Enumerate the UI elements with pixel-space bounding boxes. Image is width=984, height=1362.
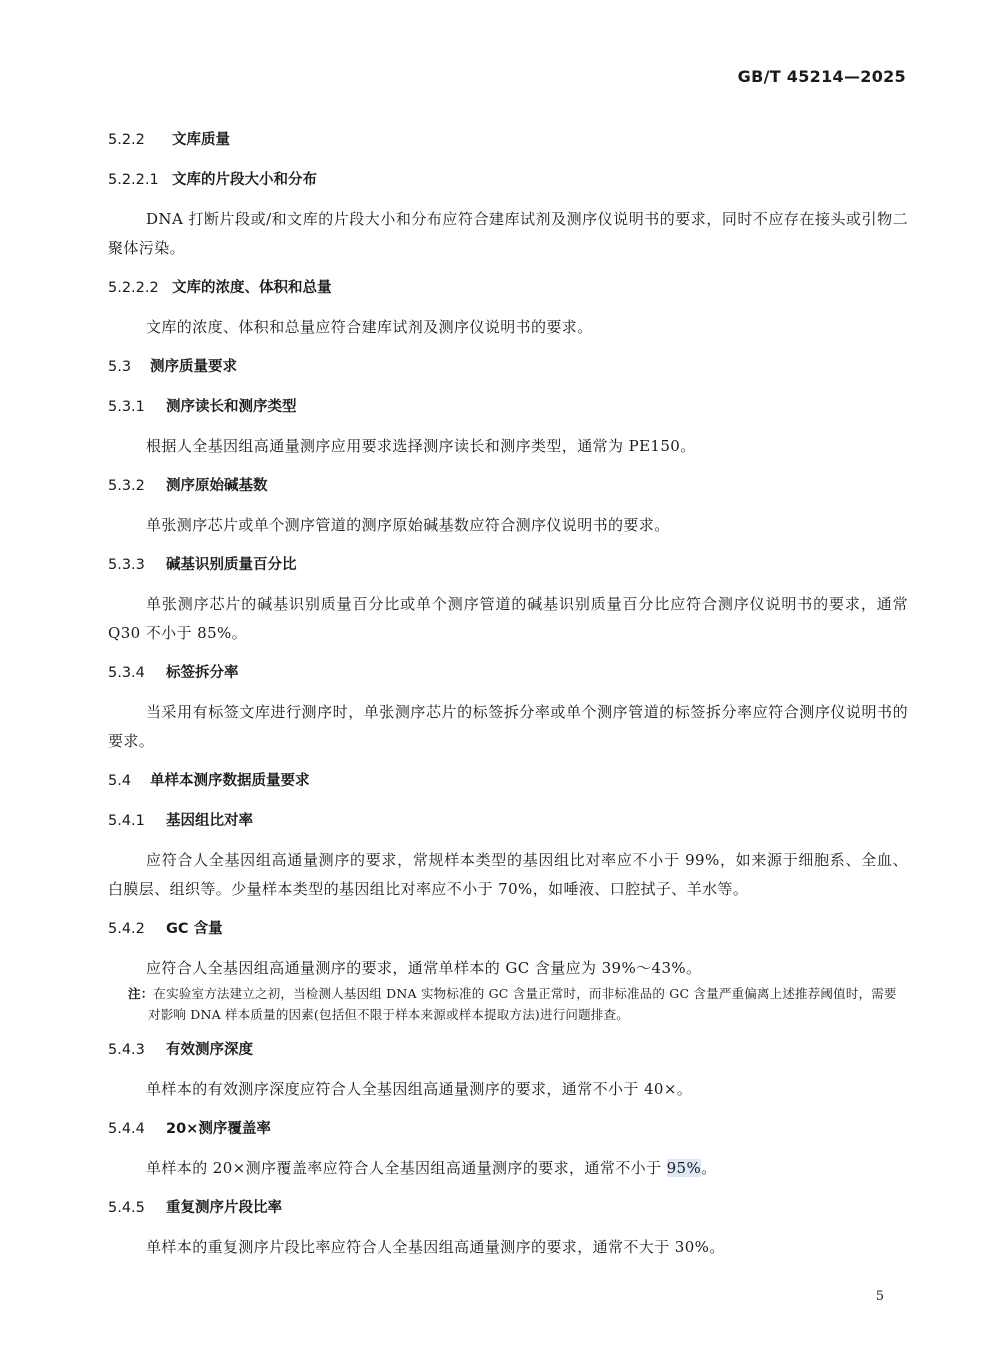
section-title: 基因组比对率 <box>166 813 253 829</box>
section-title: 测序读长和测序类型 <box>166 399 297 415</box>
section-number: 5.2.2.2 <box>108 280 159 296</box>
section-number: 5.3.3 <box>108 557 145 573</box>
section-heading-5-2-2-1 <box>108 167 908 193</box>
section-paragraph: 文库的浓度、体积和总量应符合建库试剂及测序仪说明书的要求。 <box>146 318 593 336</box>
section-number: 5.3.4 <box>108 665 145 681</box>
section-title: 碱基识别质量百分比 <box>166 557 297 573</box>
section-paragraph: 单张测序芯片或单个测序管道的测序原始碱基数应符合测序仪说明书的要求。 <box>146 516 670 534</box>
section-number: 5.4.3 <box>108 1042 145 1058</box>
section-heading-5-3-3 <box>108 552 908 578</box>
section-heading-5-2-2 <box>108 127 908 153</box>
section-number: 5.3.1 <box>108 399 145 415</box>
note-text: 在实验室方法建立之初，当检测人基因组 DNA 实物标准的 GC 含量正常时，而非标准品的 GC 含量严重偏离上述推荐阈值时，需要对影响 DNA 样本质量的因素(包括但不限于样本来源或样本提取方法)进行问题排查。 <box>148 986 897 1022</box>
note-label: 注： <box>128 986 154 1001</box>
document-body <box>108 127 908 1262</box>
section-heading-5-3-4 <box>108 660 908 686</box>
section-title: 文库的片段大小和分布 <box>172 172 317 188</box>
section-number: 5.3 <box>108 359 132 375</box>
section-title: 重复测序片段比率 <box>166 1200 282 1216</box>
paragraph-text: 单样本的 20×测序覆盖率应符合人全基因组高通量测序的要求，通常不小于 <box>146 1159 667 1177</box>
section-paragraph: 应符合人全基因组高通量测序的要求，常规样本类型的基因组比对率应不小于 99%，如来源于细胞系、全血、白膜层、组织等。少量样本类型的基因组比对率应不小于 70%，如唾液、口腔拭子、羊水等。 <box>108 851 908 898</box>
page-number: 5 <box>875 1289 884 1304</box>
section-title: 标签拆分率 <box>166 665 239 681</box>
section-title: 单样本测序数据质量要求 <box>150 773 310 789</box>
section-title: 文库的浓度、体积和总量 <box>172 280 332 296</box>
section-heading-5-3 <box>108 354 908 380</box>
section-title: 测序原始碱基数 <box>166 478 268 494</box>
section-paragraph: 单样本的重复测序片段比率应符合人全基因组高通量测序的要求，通常不大于 30%。 <box>146 1238 725 1256</box>
section-number: 5.4.5 <box>108 1200 145 1216</box>
standard-number: GB/T 45214—2025 <box>737 67 906 86</box>
section-heading-5-3-1 <box>108 394 908 420</box>
section-number: 5.3.2 <box>108 478 145 494</box>
section-number: 5.4.2 <box>108 921 145 937</box>
section-number: 5.2.2 <box>108 132 145 148</box>
section-paragraph: 应符合人全基因组高通量测序的要求，通常单样本的 GC 含量应为 39%～43%。 <box>146 959 702 977</box>
section-heading-5-3-2 <box>108 473 908 499</box>
section-number: 5.4.1 <box>108 813 145 829</box>
section-heading-5-4-2 <box>108 916 908 942</box>
section-title: 测序质量要求 <box>150 359 237 375</box>
section-number: 5.4.4 <box>108 1121 145 1137</box>
section-paragraph <box>108 1154 908 1183</box>
section-heading-5-4-5 <box>108 1195 908 1221</box>
section-number: 5.4 <box>108 773 132 789</box>
section-paragraph: 单张测序芯片的碱基识别质量百分比或单个测序管道的碱基识别质量百分比应符合测序仪说明书的要求，通常 Q30 不小于 85%。 <box>108 595 908 642</box>
section-paragraph: 当采用有标签文库进行测序时，单张测序芯片的标签拆分率或单个测序管道的标签拆分率应符合测序仪说明书的要求。 <box>108 703 908 750</box>
section-heading-5-4 <box>108 768 908 794</box>
section-heading-5-4-4 <box>108 1116 908 1142</box>
section-heading-5-4-3 <box>108 1037 908 1063</box>
section-title: 20×测序覆盖率 <box>166 1121 271 1137</box>
section-paragraph: 根据人全基因组高通量测序应用要求选择测序读长和测序类型，通常为 PE150。 <box>146 437 696 455</box>
highlighted-value: 95% <box>666 1159 702 1177</box>
section-paragraph: 单样本的有效测序深度应符合人全基因组高通量测序的要求，通常不小于 40×。 <box>146 1080 693 1098</box>
section-title: 有效测序深度 <box>166 1042 253 1058</box>
section-heading-5-4-1 <box>108 808 908 834</box>
section-paragraph: DNA 打断片段或/和文库的片段大小和分布应符合建库试剂及测序仪说明书的要求，同时不应存在接头或引物二聚体污染。 <box>108 210 908 257</box>
section-note <box>108 983 908 1025</box>
section-number: 5.2.2.1 <box>108 172 159 188</box>
section-title: GC 含量 <box>166 921 223 937</box>
section-title: 文库质量 <box>172 132 230 148</box>
paragraph-text: 。 <box>701 1159 717 1177</box>
section-heading-5-2-2-2 <box>108 275 908 301</box>
